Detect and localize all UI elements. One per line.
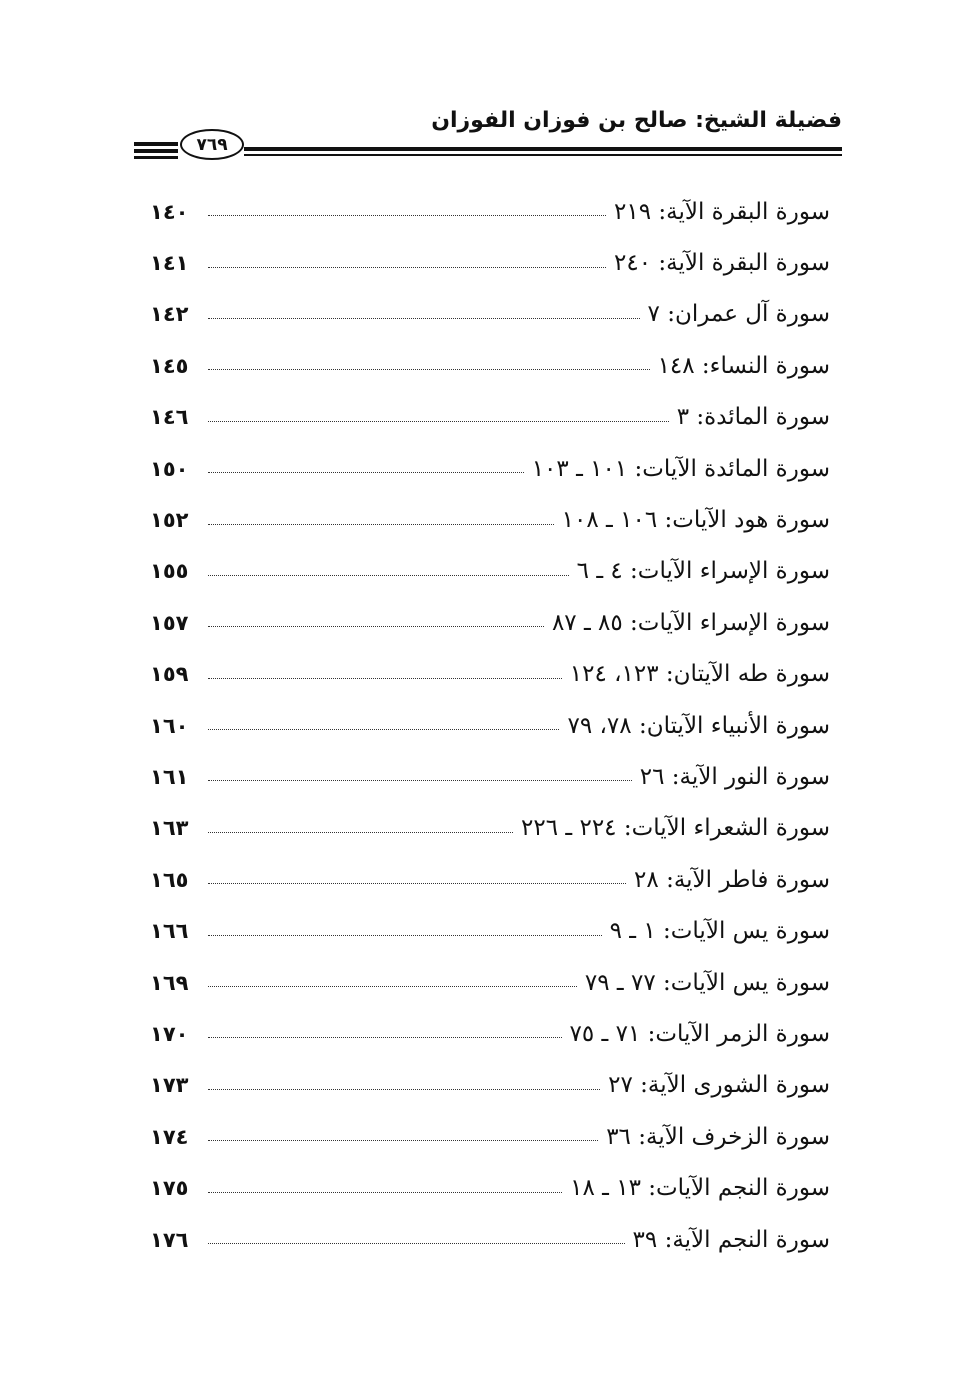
dot-leader	[208, 421, 669, 422]
toc-entry	[150, 546, 830, 597]
dot-leader	[208, 575, 569, 576]
toc-page-number: ١٥٧	[150, 610, 189, 635]
toc-page-number: ١٤١	[150, 251, 189, 276]
toc-entry	[150, 751, 830, 802]
toc-entry	[150, 957, 830, 1008]
header-rule-left-1	[134, 142, 178, 146]
toc-entry	[150, 905, 830, 956]
toc-page-number: ١٤٥	[150, 353, 189, 378]
toc-entry-text: سورة الشعراء الآيات: ٢٢٤ ـ ٢٢٦	[521, 815, 830, 842]
dot-leader	[208, 780, 632, 781]
toc-entry	[150, 1060, 830, 1111]
toc-entry-text: سورة المائدة: ٣	[676, 404, 830, 431]
toc-entry-text: سورة الأنبياء الآيتان: ٧٨، ٧٩	[567, 712, 830, 739]
toc-entry-text: سورة طه الآيتان: ١٢٣، ١٢٤	[569, 661, 830, 688]
toc-page-number: ١٦٠	[150, 713, 189, 738]
toc-entry-text: سورة هود الآيات: ١٠٦ ـ ١٠٨	[561, 507, 830, 534]
dot-leader	[208, 318, 640, 319]
header-rule-left-2	[134, 149, 178, 153]
table-of-contents	[150, 186, 830, 1265]
toc-entry	[150, 1008, 830, 1059]
toc-entry-text: سورة يس الآيات: ١ ـ ٩	[609, 918, 830, 945]
toc-page-number: ١٦١	[150, 764, 189, 789]
toc-entry	[150, 649, 830, 700]
toc-page-number: ١٤٦	[150, 405, 189, 430]
toc-page-number: ١٧٣	[150, 1073, 189, 1098]
toc-entry	[150, 237, 830, 288]
toc-entry	[150, 1214, 830, 1265]
dot-leader	[208, 215, 606, 216]
dot-leader	[208, 883, 626, 884]
dot-leader	[208, 472, 524, 473]
toc-entry	[150, 597, 830, 648]
page-number: ٧٦٩	[196, 134, 228, 155]
toc-entry	[150, 1162, 830, 1213]
dot-leader	[208, 935, 602, 936]
toc-entry	[150, 803, 830, 854]
toc-page-number: ١٥٩	[150, 662, 189, 687]
toc-page-number: ١٦٩	[150, 970, 189, 995]
toc-page-number: ١٧٦	[150, 1227, 189, 1252]
toc-entry	[150, 443, 830, 494]
toc-page-number: ١٤٠	[150, 199, 189, 224]
toc-entry-text: سورة الزمر الآيات: ٧١ ـ ٧٥	[569, 1020, 830, 1047]
toc-entry-text: سورة الشورى الآية: ٢٧	[608, 1072, 830, 1099]
toc-entry-text: سورة يس الآيات: ٧٧ ـ ٧٩	[584, 969, 830, 996]
dot-leader	[208, 267, 606, 268]
dot-leader	[208, 729, 559, 730]
toc-entry-text: سورة الزخرف الآية: ٣٦	[606, 1123, 830, 1150]
toc-entry-text: سورة البقرة الآية: ٢١٩	[613, 198, 830, 225]
toc-entry-text: سورة النساء: ١٤٨	[657, 352, 830, 379]
toc-entry-text: سورة فاطر الآية: ٢٨	[634, 866, 830, 893]
toc-page-number: ١٥٢	[150, 508, 189, 533]
toc-entry-text: سورة الإسراء الآيات: ٨٥ ـ ٨٧	[551, 609, 830, 636]
toc-entry-text: سورة البقرة الآية: ٢٤٠	[613, 250, 830, 277]
toc-page-number: ١٥٠	[150, 456, 189, 481]
dot-leader	[208, 524, 554, 525]
toc-entry	[150, 392, 830, 443]
toc-entry	[150, 186, 830, 237]
toc-entry	[150, 700, 830, 751]
toc-page-number: ١٧٠	[150, 1021, 189, 1046]
toc-entry-text: سورة المائدة الآيات: ١٠١ ـ ١٠٣	[531, 455, 830, 482]
toc-page-number: ١٥٥	[150, 559, 189, 584]
dot-leader	[208, 1089, 600, 1090]
dot-leader	[208, 1192, 562, 1193]
toc-entry-text: سورة آل عمران: ٧	[647, 301, 830, 328]
toc-entry	[150, 340, 830, 391]
toc-entry-text: سورة النجم الآية: ٣٩	[632, 1226, 830, 1253]
dot-leader	[208, 678, 562, 679]
toc-entry	[150, 1111, 830, 1162]
dot-leader	[208, 832, 513, 833]
toc-entry-text: سورة النجم الآيات: ١٣ ـ ١٨	[570, 1175, 830, 1202]
running-header-title: فضيلة الشيخ: صالح بن فوزان الفوزان	[431, 108, 842, 133]
toc-entry	[150, 289, 830, 340]
dot-leader	[208, 626, 544, 627]
toc-page-number: ١٧٥	[150, 1176, 189, 1201]
toc-page-number: ١٦٣	[150, 816, 189, 841]
toc-page-number: ١٧٤	[150, 1124, 189, 1149]
header-rule-left-3	[134, 156, 178, 159]
dot-leader	[208, 1037, 562, 1038]
toc-entry-text: سورة النور الآية: ٢٦	[639, 763, 830, 790]
header-rule-thick	[244, 147, 842, 151]
page-number-badge	[180, 129, 244, 160]
dot-leader	[208, 1140, 598, 1141]
toc-entry-text: سورة الإسراء الآيات: ٤ ـ ٦	[576, 558, 830, 585]
dot-leader	[208, 986, 577, 987]
toc-page-number: ١٦٥	[150, 867, 189, 892]
toc-entry	[150, 854, 830, 905]
dot-leader	[208, 1243, 625, 1244]
toc-page-number: ١٤٢	[150, 302, 189, 327]
header-rule-thin	[244, 154, 842, 156]
toc-page-number: ١٦٦	[150, 919, 189, 944]
toc-entry	[150, 494, 830, 545]
dot-leader	[208, 369, 650, 370]
